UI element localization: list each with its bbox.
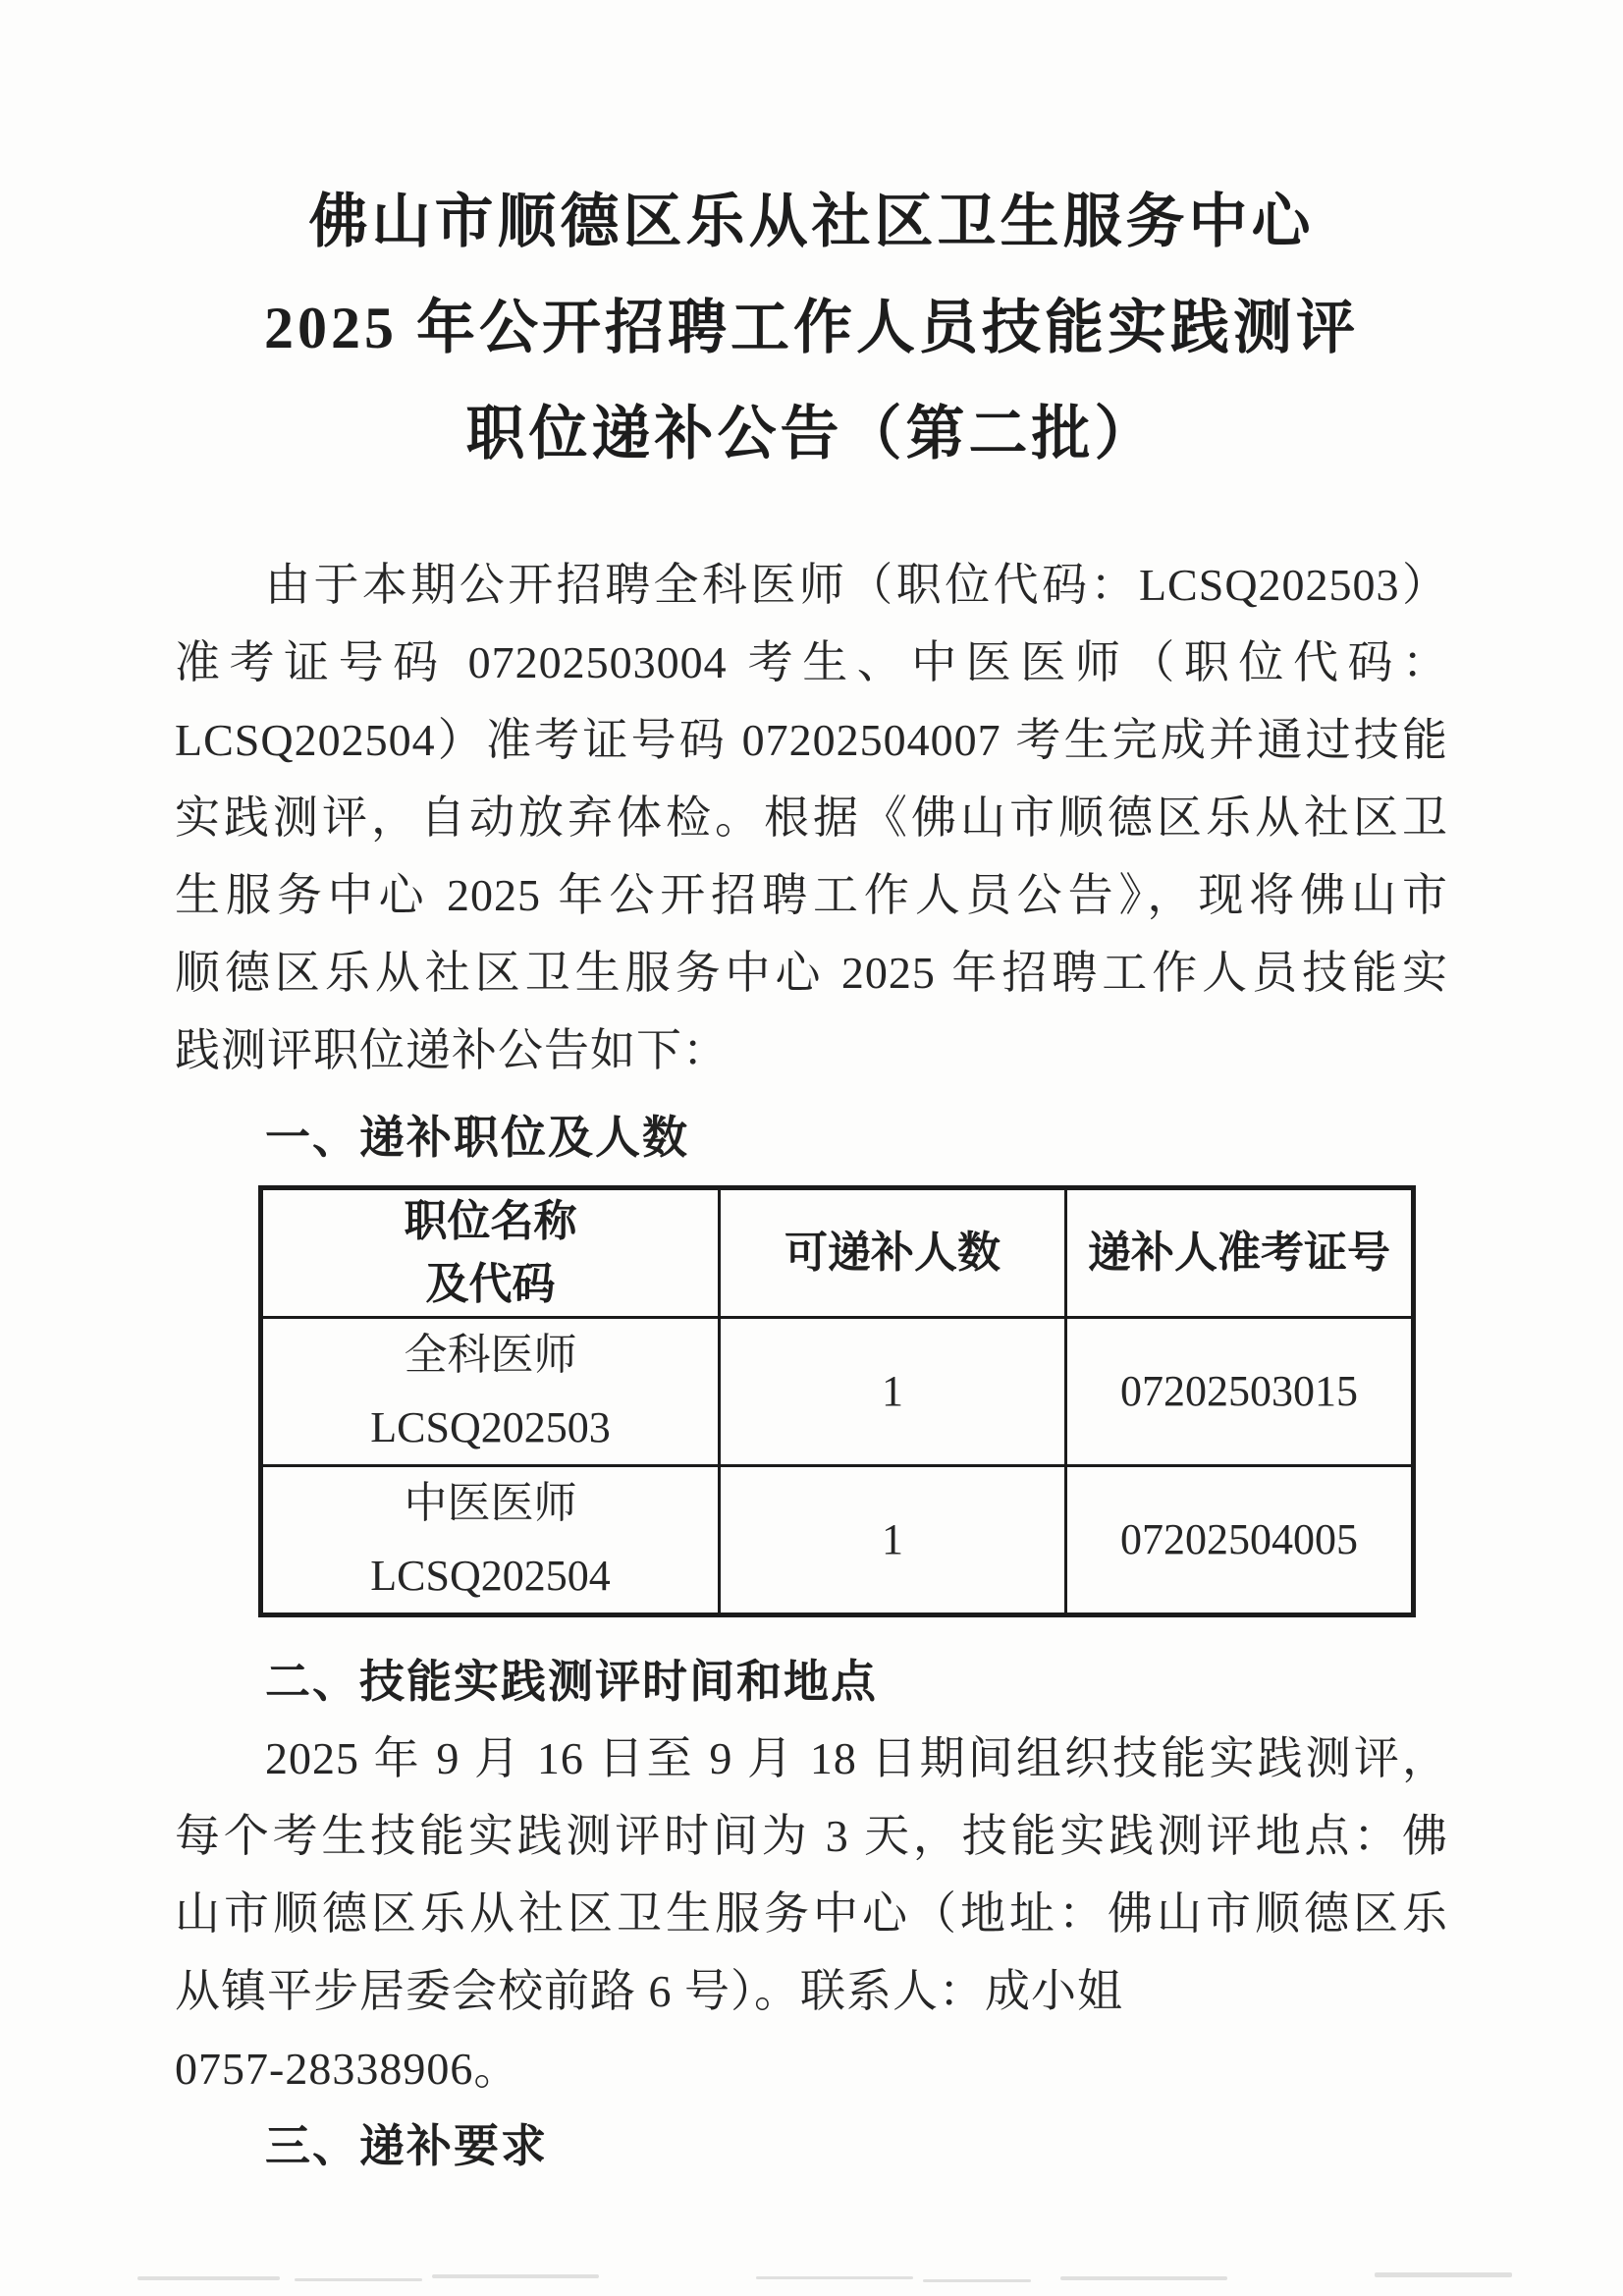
table-header-row [261,1188,1414,1318]
position-name: 全科医师 [404,1331,577,1379]
col-header-count: 可递补人数 [720,1188,1066,1318]
col-header-position [261,1188,720,1318]
intro-paragraph [175,546,1448,1089]
cell-ticket: 07202503015 [1066,1318,1414,1466]
position-name: 中医医师 [404,1479,577,1527]
document-content [175,0,1448,2184]
title-line-3: 职位递补公告（第二批） [465,402,1158,466]
paragraph-line: LCSQ202504）准考证号码 07202504007 考生完成并通过技能 [175,715,1448,765]
scan-artifact [923,2279,1031,2282]
document-title [175,169,1448,487]
paragraph-line: 践测评职位递补公告如下： [175,1025,729,1075]
title-line-1: 佛山市顺德区乐从社区卫生服务中心 [308,190,1315,254]
section2-heading: 二、技能实践测评时间和地点 [265,1656,878,1707]
paragraph-line: 每个考生技能实践测评时间为 3 天，技能实践测评地点：佛 [175,1811,1448,1861]
paragraph-line: 准考证号码 07202503004 考生、中医医师（职位代码： [175,637,1448,687]
position-code: LCSQ202504 [370,1552,611,1600]
scan-artifact [432,2274,599,2278]
col-header-ticket: 递补人准考证号 [1066,1188,1414,1318]
col-header-position-line1: 职位名称 [404,1197,577,1245]
col-header-position-line2: 及代码 [425,1260,556,1308]
table-row [261,1318,1414,1466]
title-line-2: 2025 年公开招聘工作人员技能实践测评 [264,296,1359,360]
paragraph-line: 生服务中心 2025 年公开招聘工作人员公告》，现将佛山市 [175,870,1448,920]
cell-ticket: 07202504005 [1066,1466,1414,1615]
paragraph-line: 由于本期公开招聘全科医师（职位代码：LCSQ202503） [265,560,1448,610]
scan-artifact [295,2278,422,2281]
cell-position [261,1318,720,1466]
paragraph-line: 2025 年 9 月 16 日至 9 月 18 日期间组织技能实践测评， [265,1733,1448,1783]
scan-artifact [1060,2276,1227,2280]
paragraph-line: 山市顺德区乐从社区卫生服务中心（地址：佛山市顺德区乐 [175,1888,1448,1939]
section2-paragraph [175,1720,1448,2107]
scan-artifact [756,2276,913,2279]
position-code: LCSQ202503 [370,1403,611,1451]
paragraph-line: 实践测评，自动放弃体检。根据《佛山市顺德区乐从社区卫 [175,793,1448,843]
cell-count: 1 [720,1466,1066,1615]
table-row [261,1466,1414,1615]
paragraph-line: 0757-28338906。 [175,2044,520,2094]
scan-artifact [1375,2272,1512,2277]
section3-heading: 三、递补要求 [265,2120,548,2171]
cell-position [261,1466,720,1615]
section1-heading: 一、递补职位及人数 [265,1112,689,1163]
paragraph-line: 从镇平步居委会校前路 6 号）。联系人：成小姐 [175,1966,1123,2016]
cell-count: 1 [720,1318,1066,1466]
paragraph-line: 顺德区乐从社区卫生服务中心 2025 年招聘工作人员技能实 [175,948,1448,998]
scan-artifact [137,2276,280,2280]
replacement-positions-table [258,1185,1416,1617]
